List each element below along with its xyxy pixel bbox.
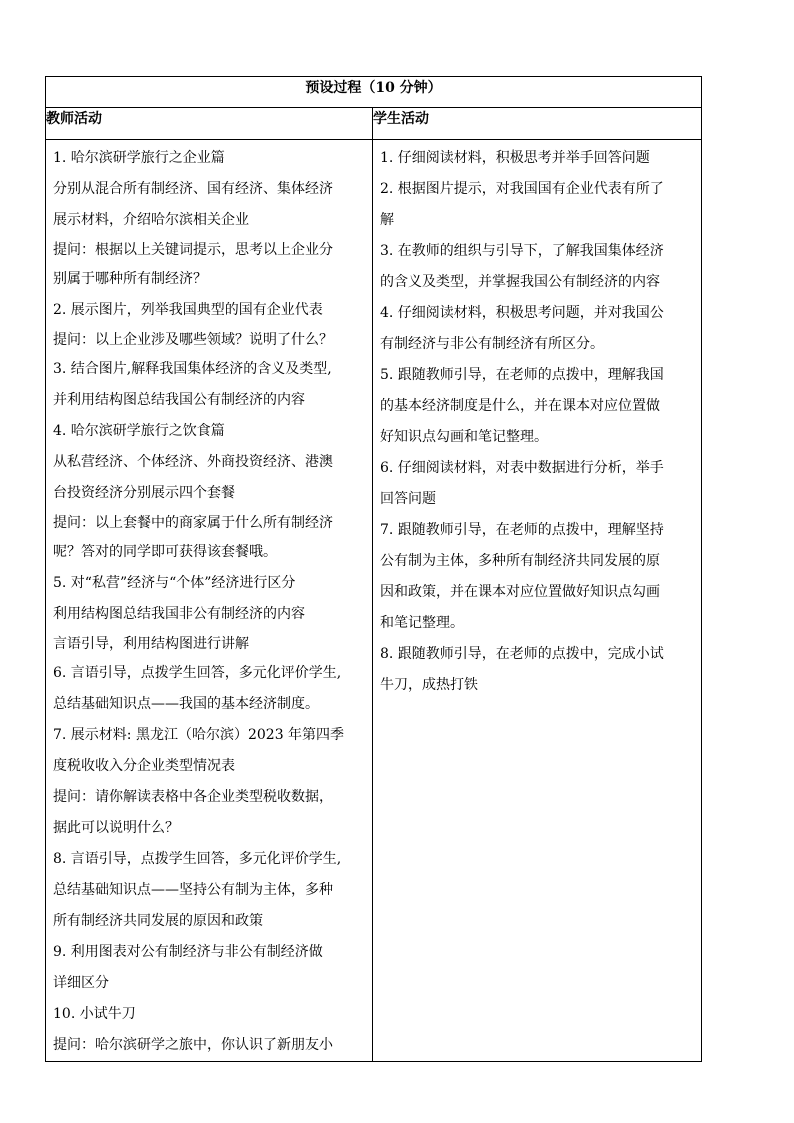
table-title: 预设过程（10 分钟）: [46, 77, 702, 108]
teacher-line: 10. 小试牛刀: [53, 1006, 136, 1022]
teacher-line: 言语引导，利用结构图进行讲解: [53, 636, 249, 652]
student-line: 4. 仔细阅读材料，积极思考问题，并对我国公: [380, 305, 664, 321]
teacher-activity-header: 教师活动: [46, 108, 373, 140]
lesson-process-table: [45, 76, 702, 1062]
teacher-line: 展示材料，介绍哈尔滨相关企业: [53, 212, 249, 228]
teacher-line: 从私营经济、个体经济、外商投资经济、港澳: [53, 454, 333, 470]
student-line: 的基本经济制度是什么，并在课本对应位置做: [380, 398, 660, 414]
student-line: 好知识点勾画和笔记整理。: [380, 429, 548, 445]
student-line: 回答问题: [380, 491, 436, 507]
teacher-line: 9. 利用图表对公有制经济与非公有制经济做: [53, 944, 323, 960]
student-line: 2. 根据图片提示，对我国国有企业代表有所了: [380, 181, 664, 197]
student-line: 1. 仔细阅读材料，积极思考并举手回答问题: [380, 150, 650, 166]
student-line: 8. 跟随教师引导，在老师的点拨中，完成小试: [380, 646, 664, 662]
teacher-line: 度税收收入分企业类型情况表: [53, 758, 235, 774]
student-line: 公有制为主体，多种所有制经济共同发展的原: [380, 553, 660, 569]
student-line: 解: [380, 212, 394, 228]
teacher-line: 总结基础知识点——我国的基本经济制度。: [53, 696, 319, 712]
teacher-line: 5. 对“私营”经济与“个体”经济进行区分: [53, 575, 296, 591]
student-activity-cell: [373, 140, 702, 1062]
teacher-line: 分别从混合所有制经济、国有经济、集体经济: [53, 181, 333, 197]
teacher-line: 台投资经济分别展示四个套餐: [53, 485, 235, 501]
student-activity-text: [373, 140, 701, 701]
teacher-line: 提问：哈尔滨研学之旅中，你认识了新朋友小: [53, 1037, 333, 1053]
teacher-line: 4. 哈尔滨研学旅行之饮食篇: [53, 423, 225, 439]
teacher-line: 6. 言语引导，点拨学生回答，多元化评价学生,: [53, 665, 342, 681]
student-line: 的含义及类型，并掌握我国公有制经济的内容: [380, 274, 660, 290]
student-line: 5. 跟随教师引导，在老师的点拨中，理解我国: [380, 367, 664, 383]
student-line: 有制经济与非公有制经济有所区分。: [380, 336, 604, 352]
teacher-line: 据此可以说明什么？: [53, 820, 179, 836]
teacher-line: 提问：根据以上关键词提示，思考以上企业分: [53, 242, 333, 258]
teacher-line: 所有制经济共同发展的原因和政策: [53, 913, 263, 929]
teacher-line: 别属于哪种所有制经济？: [53, 271, 207, 287]
student-line: 和笔记整理。: [380, 615, 464, 631]
student-line: 因和政策，并在课本对应位置做好知识点勾画: [380, 584, 660, 600]
student-activity-header: 学生活动: [373, 108, 702, 140]
teacher-line: 1. 哈尔滨研学旅行之企业篇: [53, 150, 225, 166]
teacher-line: 提问：以上企业涉及哪些领域？说明了什么？: [53, 332, 333, 348]
teacher-activity-cell: [46, 140, 373, 1062]
student-line: 6. 仔细阅读材料，对表中数据进行分析，举手: [380, 460, 664, 476]
teacher-line: 7. 展示材料: 黑龙江（哈尔滨）2023 年第四季: [53, 727, 345, 743]
student-line: 7. 跟随教师引导，在老师的点拨中，理解坚持: [380, 522, 664, 538]
teacher-line: 8. 言语引导，点拨学生回答，多元化评价学生,: [53, 851, 342, 867]
teacher-activity-text: [46, 140, 372, 1061]
teacher-line: 并利用结构图总结我国公有制经济的内容: [53, 392, 305, 408]
student-line: 3. 在教师的组织与引导下，了解我国集体经济: [380, 243, 664, 259]
teacher-line: 详细区分: [53, 975, 109, 991]
teacher-line: 提问：以上套餐中的商家属于什么所有制经济: [53, 515, 333, 531]
teacher-line: 提问：请你解读表格中各企业类型税收数据，: [53, 789, 333, 805]
teacher-line: 3. 结合图片,解释我国集体经济的含义及类型,: [53, 361, 332, 377]
teacher-line: 呢？答对的同学即可获得该套餐哦。: [53, 544, 277, 560]
teacher-line: 2. 展示图片，列举我国典型的国有企业代表: [53, 302, 323, 318]
teacher-line: 利用结构图总结我国非公有制经济的内容: [53, 606, 305, 622]
teacher-line: 总结基础知识点——坚持公有制为主体，多种: [53, 882, 333, 898]
student-line: 牛刀，成热打铁: [380, 677, 478, 693]
